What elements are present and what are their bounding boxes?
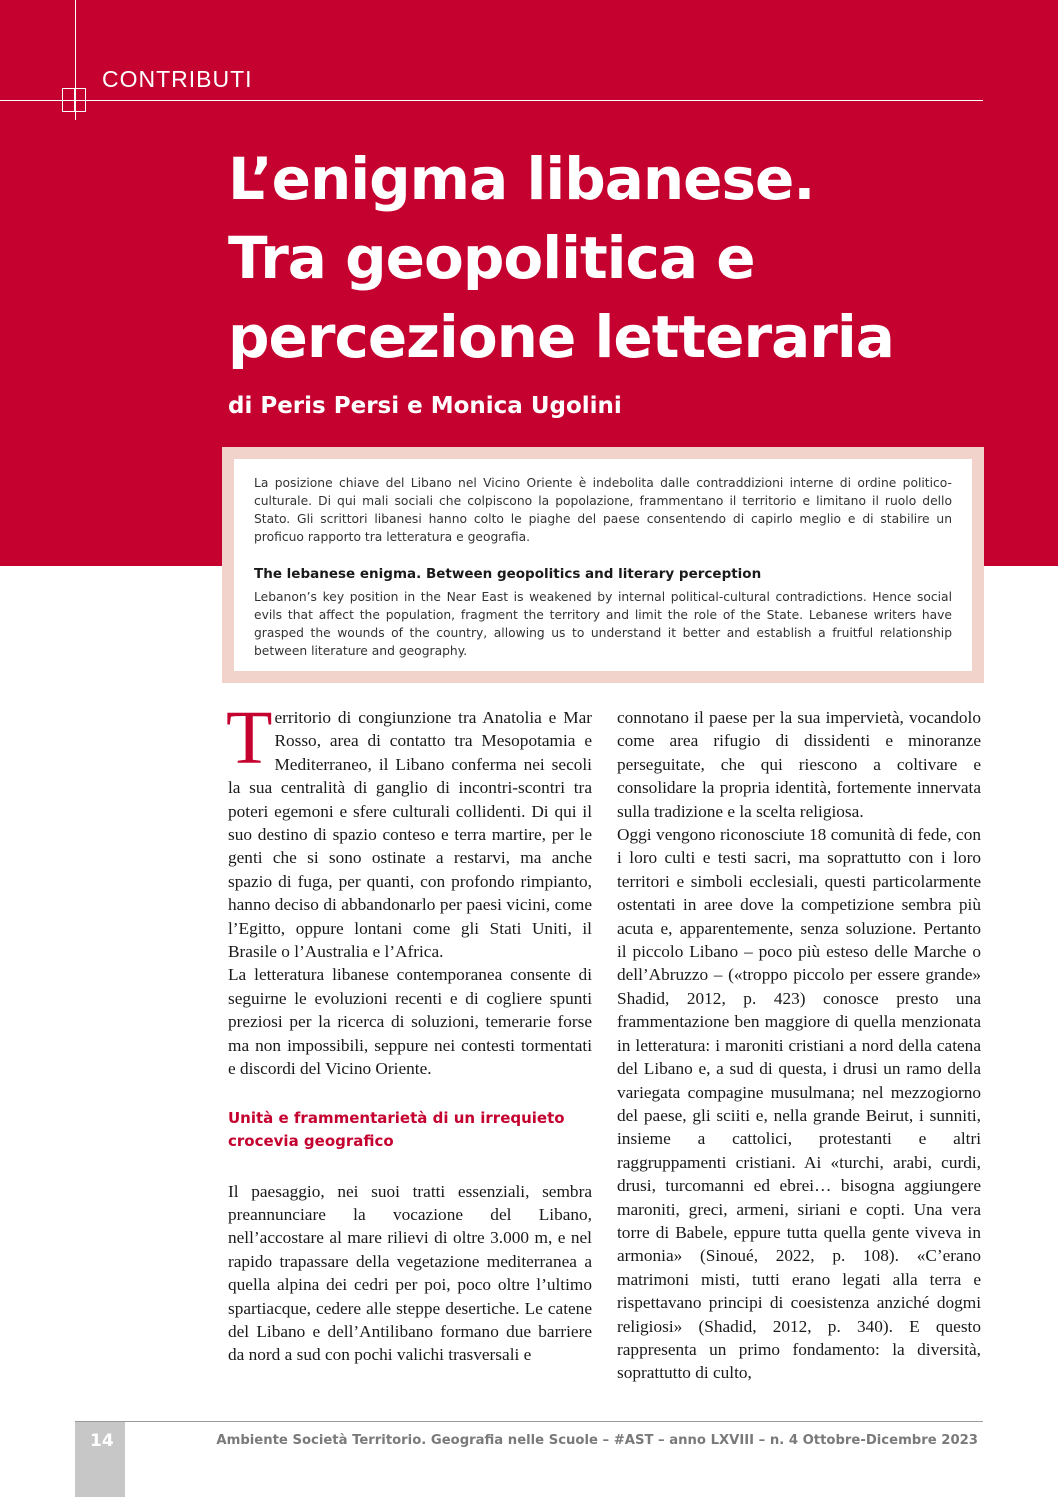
abstract-english-title: The lebanese enigma. Between geopolitics and literary perception: [254, 566, 762, 582]
title-line-3: percezione letteraria: [228, 303, 894, 371]
running-footer: Ambiente Società Territorio. Geografia nelle Scuole – #AST – anno LXVIII – n. 4 Ottobre-Dicembre 2023: [216, 1433, 978, 1448]
paragraph-text: erritorio di congiunzione tra Anatolia e Mar Rosso, area di contatto tra Mesopotamia e Mediterraneo, il Libano conferma nei secoli la sua centralità di ganglio di incontri-scontri tra poteri egemoni e sfere culturali collidenti. Di qui il suo destino di spazio conteso e terra martire, per le genti che si sono ostinate a restarvi, ma anche spazio di fuga, per quanti, con profondo rimpianto, hanno deciso di abbandonarlo per paesi vicini, come l’Egitto, oppure lontani come gli Stati Uniti, il Brasile o l’Australia e l’Africa.: [228, 708, 592, 962]
abstract-italian: La posizione chiave del Libano nel Vicino Oriente è indebolita dalle contraddizioni interne di ordine politico-culturale. Di qui mali sociali che colpiscono la popolazione, frammentano il territorio e limitano il ruolo dello Stato. Gli scrittori libanesi hanno colto le piaghe del paese consentendo di capirlo meglio e di stabilire un proficuo rapporto tra letteratura e geografia.: [254, 476, 952, 544]
header-rule: [0, 100, 983, 101]
paragraph: connotano il paese per la sua impervietà, vocandolo come area rifugio di dissidenti e minoranze perseguitate, che qui riescono a coltivare e consolidare la propria identità, fortemente innervata sulla tradizione e la scelta religiosa.: [617, 708, 981, 821]
drop-cap: T: [226, 696, 273, 780]
paragraph: [226, 696, 592, 963]
section-label: CONTRIBUTI: [102, 66, 253, 92]
title-line-2: Tra geopolitica e: [228, 224, 755, 292]
abstract-english: Lebanon’s key position in the Near East is weakened by internal political-cultural contradictions. Hence social evils that affect the population, fragment the territory and limit the role of the State. Lebanese writers have grasped the wounds of the country, allowing us to understand it better and establish a fruitful relationship between literature and geography.: [254, 590, 952, 658]
title-line-1: L’enigma libanese.: [228, 145, 815, 213]
section-heading: Unità e frammentarietà di un irrequieto crocevia geografico: [228, 1108, 565, 1150]
crosshair-icon: [62, 88, 86, 112]
footer-rule: [75, 1421, 983, 1422]
body-column-left: [226, 696, 592, 1367]
paragraph: La letteratura libanese contemporanea consente di seguirne le evoluzioni recenti e di cogliere spunti preziosi per la ricerca di soluzioni, temerarie forse ma non impossibili, seppure nei contesti tormentati e discordi del Vicino Oriente.: [228, 965, 592, 1079]
article-title: [228, 140, 988, 377]
page-number: 14: [90, 1431, 114, 1451]
paragraph: Oggi vengono riconosciute 18 comunità di fede, con i loro culti e testi sacri, ma soprattutto con i loro territori e simboli ecclesiali, questi particolarmente ostentati in aree dove la competizione sembra più acuta e, apparentemente, senza soluzione. Pertanto il piccolo Libano – poco più esteso delle Marche o dell’Abruzzo – («troppo piccolo per essere grande» Shadid, 2012, p. 423) conosce presto una frammentazione ben maggiore di quella menzionata in letteratura: i maroniti cristiani a nord della catena del Libano e, a sud di questa, i drusi un ramo della variegata compagine musulmana; nel mezzogiorno del paese, gli sciiti e, nella grande Beirut, i sunniti, insieme a cattolici, protestanti e altri raggruppamenti cristiani. Ai «turchi, arabi, curdi, drusi, turcomanni ed ebrei… bisogna aggiungere maroniti, greci, armeni, siriani e copti. Una vera torre di Babele, eppure tutta quella gente viveva in armonia» (Sinoué, 2022, p. 108). «C’erano matrimoni misti, tutti erano legati alla terra e rispettavano principi di coesistenza anziché dogmi religiosi» (Shadid, 2012, p. 340). E questo rappresenta un primo fondamento: la diversità, soprattutto di culto,: [617, 825, 981, 1383]
body-column-right: [617, 706, 981, 1385]
paragraph: Il paesaggio, nei suoi tratti essenziali, sembra preannunciare la vocazione del Libano, nell’accostare al mare rilievi di oltre 3.000 m, e nel rapido trapassare della vegetazione mediterranea a quella alpina dei cedri per poi, poco oltre l’ultimo spartiacque, cedere alle steppe desertiche. Le catene del Libano e dell’Antilibano formano due barriere da nord a sud con pochi valichi trasversali e: [228, 1181, 592, 1365]
authors: di Peris Persi e Monica Ugolini: [228, 393, 622, 419]
